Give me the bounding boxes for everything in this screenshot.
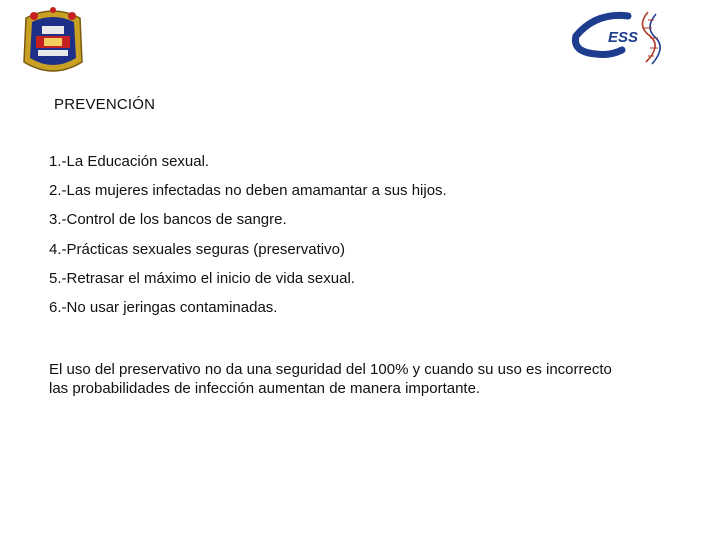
note-line-2: las probabilidades de infección aumentan de manera importante. [49,380,481,397]
condom-note-paragraph [49,360,669,398]
coat-of-arms-seal-icon [20,6,86,76]
prevention-list [49,151,447,326]
cess-dna-logo-icon [566,6,670,72]
list-item: 5.-Retrasar el máximo el inicio de vida sexual. [49,269,355,287]
list-item: 4.-Prácticas sexuales seguras (preservativo) [49,240,345,258]
cess-logo-text: ESS [608,29,639,46]
list-item: 2.-Las mujeres infectadas no deben amamantar a sus hijos. [49,182,447,200]
list-item: 3.-Control de los bancos de sangre. [49,211,287,229]
page-title: PREVENCIÓN [54,96,156,113]
coat-of-arms-logo [20,6,86,76]
list-item: 6.-No usar jeringas contaminadas. [49,298,278,316]
cess-logo [566,6,670,72]
note-line-1: El uso del preservativo no da una seguridad del 100% y cuando su uso es incorrecto [49,361,612,378]
list-item: 1.-La Educación sexual. [49,153,210,170]
